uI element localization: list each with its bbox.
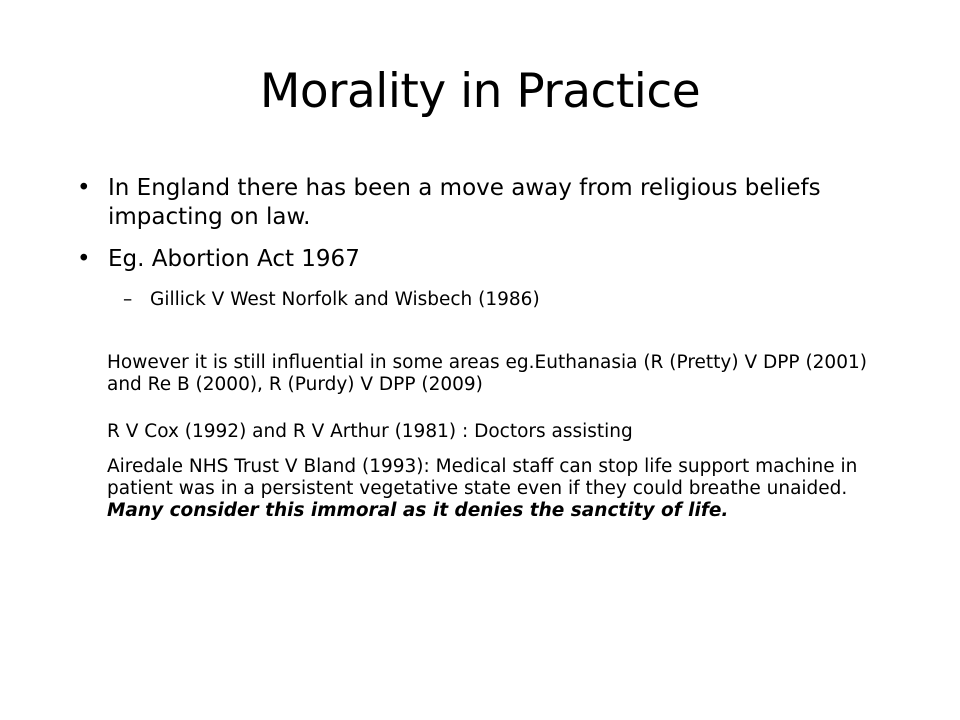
sub-bullet-item [123, 288, 910, 312]
paragraph-airedale-text: Airedale NHS Trust V Bland (1993): Medical staff can stop life support machine in patient was in a persistent vegetative state even if they could breathe unaided. [107, 456, 858, 499]
bullet-marker: • [77, 175, 91, 201]
slide-title: Morality in Practice [259, 64, 701, 119]
bullet-item [77, 174, 908, 232]
sub-bullet-text: Gillick V West Norfolk and Wisbech (1986) [150, 289, 540, 310]
bullet-item [77, 245, 908, 274]
paragraph-euthanasia: However it is still influential in some areas eg.Euthanasia (R (Pretty) V DPP (2001) and Re B (2000), R (Purdy) V DPP (2009) [107, 352, 867, 395]
paragraph-airedale-emphasis: Many consider this immoral as it denies the sanctity of life. [107, 500, 729, 521]
bullet-text: Eg. Abortion Act 1967 [108, 246, 360, 272]
dash-marker: – [123, 289, 133, 310]
bullet-text: In England there has been a move away from religious beliefs impacting on law. [108, 175, 821, 230]
bullet-marker: • [77, 246, 91, 272]
paragraph-airedale [107, 456, 907, 522]
paragraph-doctors-assisting: R V Cox (1992) and R V Arthur (1981) : Doctors assisting [107, 421, 633, 442]
